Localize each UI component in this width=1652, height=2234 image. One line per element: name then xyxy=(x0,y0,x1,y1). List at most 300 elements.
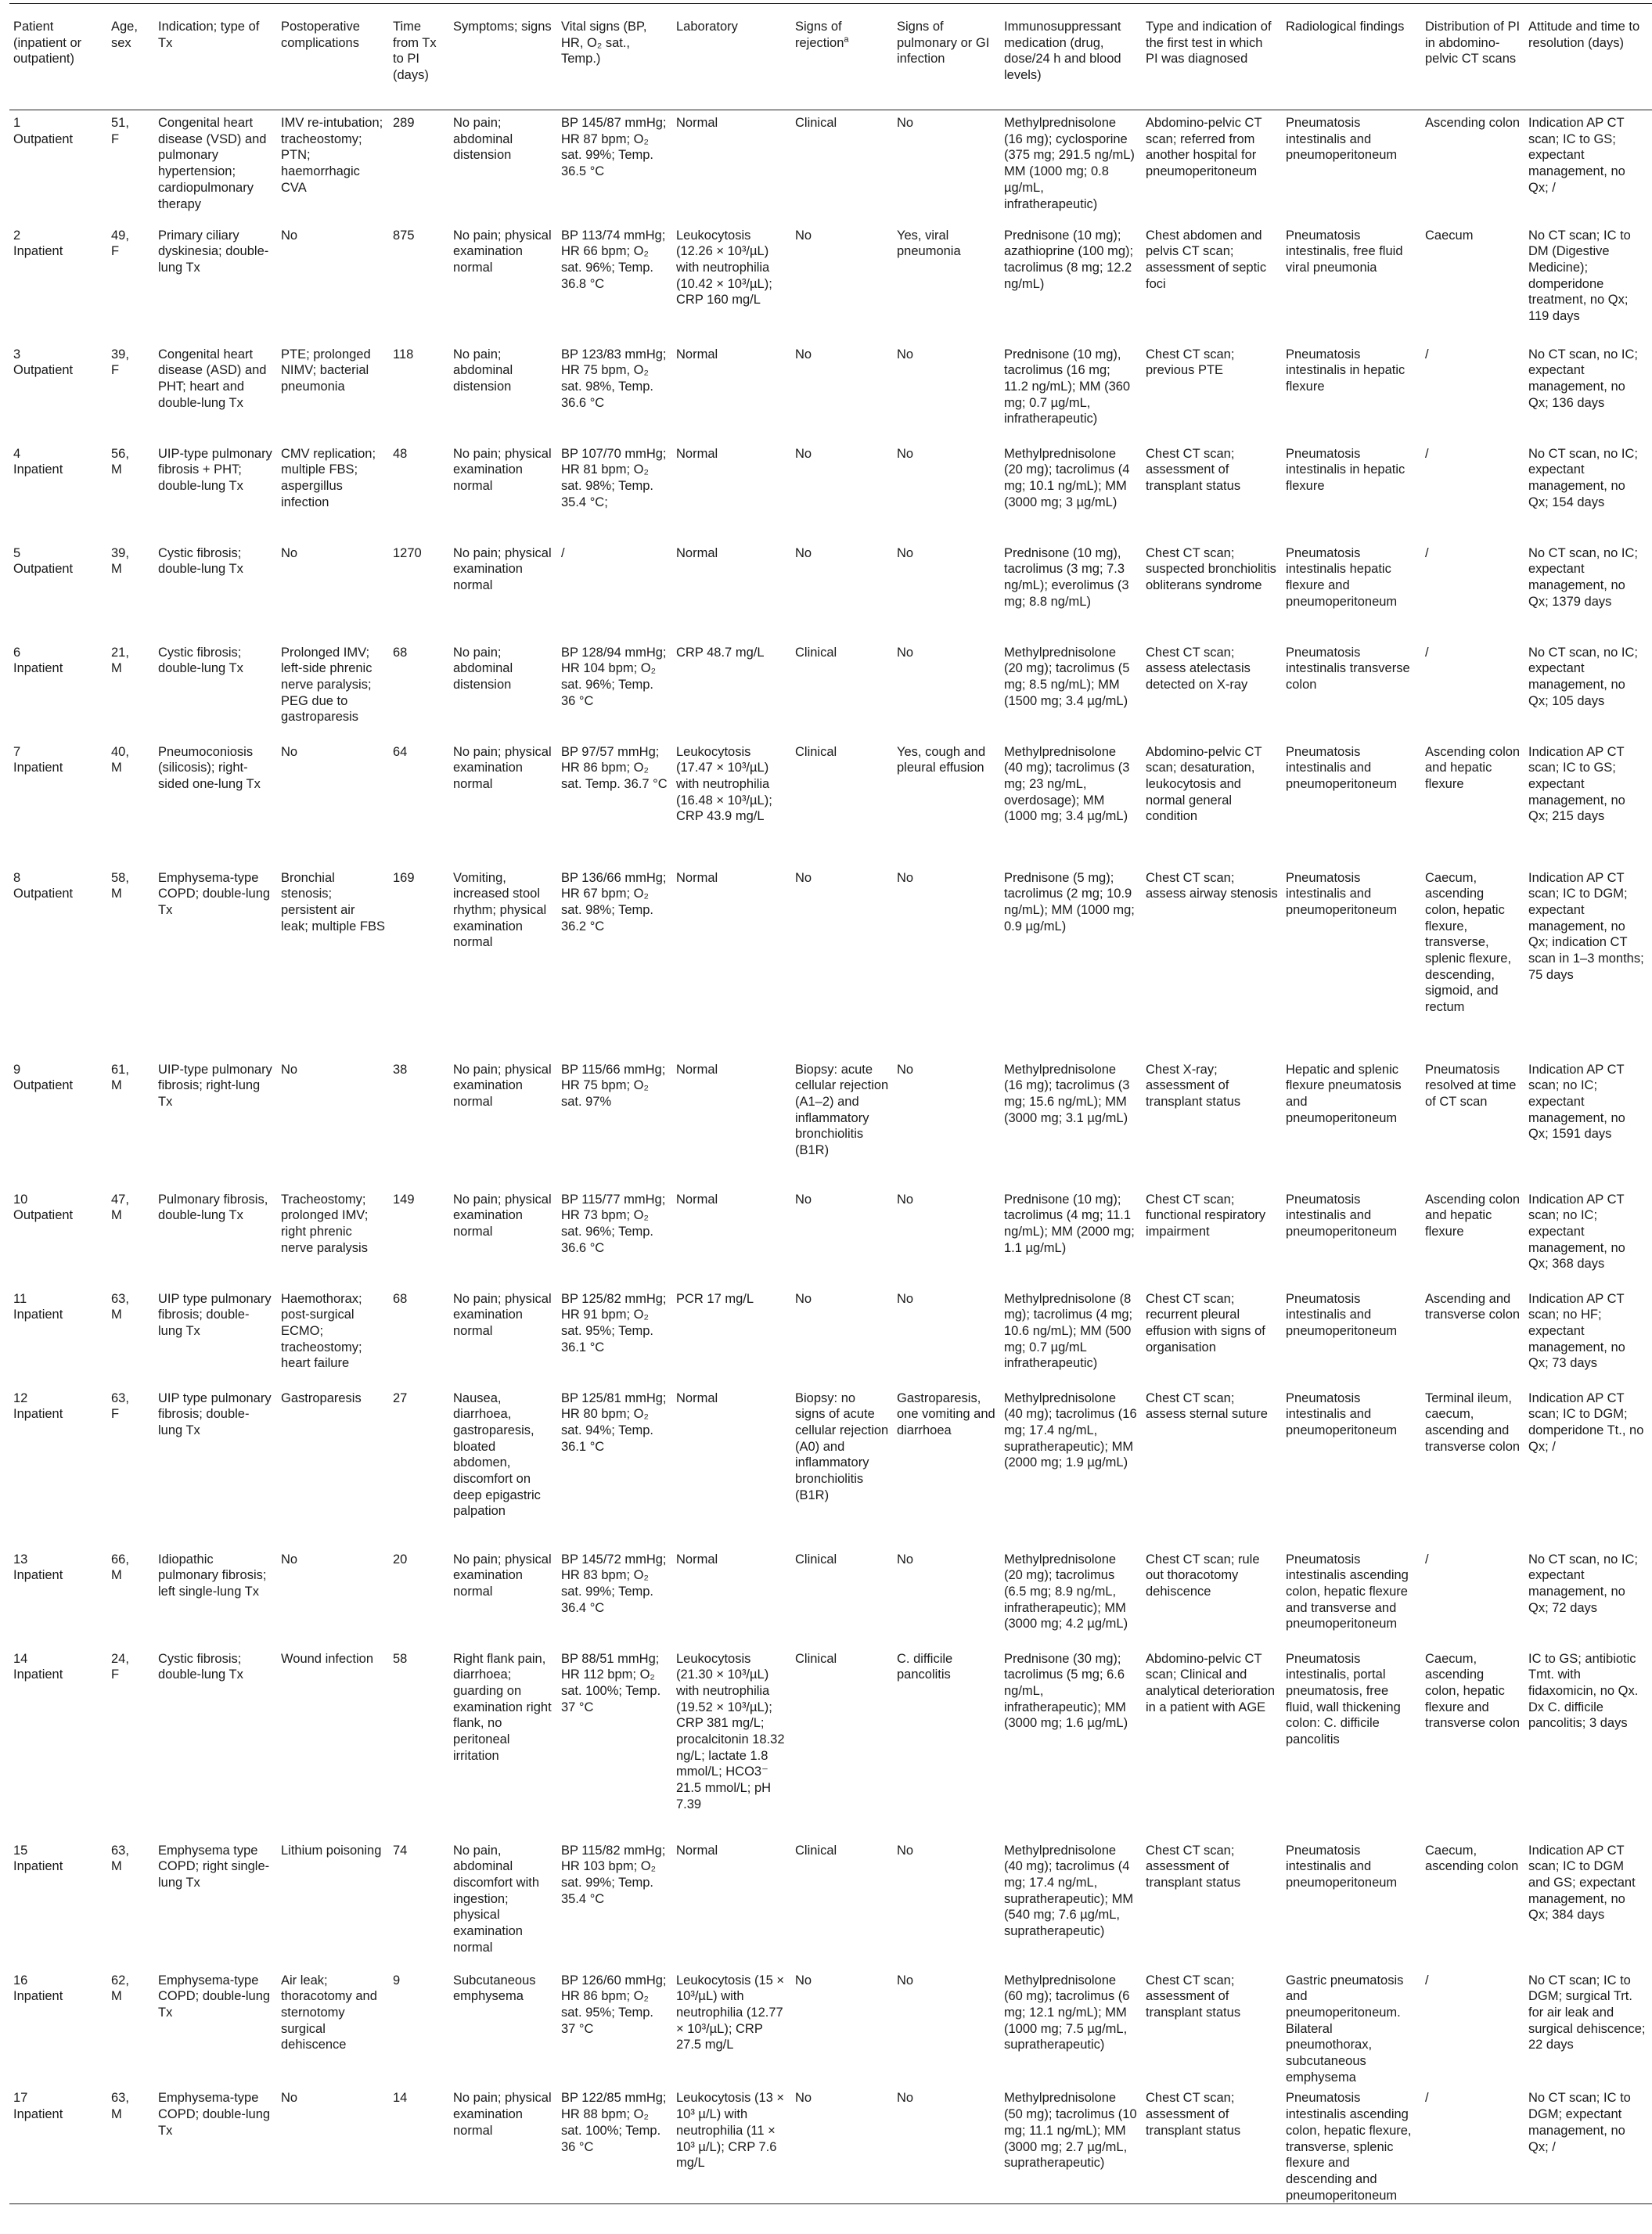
cell-first-test xyxy=(1142,441,1282,541)
cell-text: BP 123/83 mmHg; HR 75 bpm, O₂ sat. 98%, Temp. 36.6 °C xyxy=(561,347,667,410)
cell-rejection xyxy=(791,1547,893,1646)
cell-complications xyxy=(277,110,389,223)
cell-text: Clinical xyxy=(795,1552,837,1567)
cell-text: Gastroparesis, one vomiting and diarrhoea xyxy=(897,1390,995,1437)
cell-text: No xyxy=(281,1552,298,1567)
cell-text: Chest X-ray; assessment of transplant status xyxy=(1146,1062,1241,1109)
cell-indication xyxy=(154,739,277,865)
cell-text: No pain; physical examination normal xyxy=(453,1192,552,1239)
cell-distribution xyxy=(1421,1968,1524,2086)
cell-vitals xyxy=(557,541,672,640)
cell-text: Nausea, diarrhoea, gastroparesis, bloated abdomen, discomfort on deep epigastric palpation xyxy=(453,1390,541,1519)
cell-text: No xyxy=(897,545,914,560)
cell-text: No xyxy=(897,645,914,660)
cell-rejection xyxy=(791,739,893,865)
cell-patient xyxy=(9,1286,107,1386)
cell-first-test xyxy=(1142,1968,1282,2086)
cell-text: Pneumatosis intestinalis in hepatic flexure xyxy=(1286,446,1405,493)
cell-vitals xyxy=(557,1057,672,1187)
cell-text: Pulmonary fibrosis, double-lung Tx xyxy=(158,1192,268,1223)
cell-complications xyxy=(277,1286,389,1386)
cell-text: 68 xyxy=(393,645,408,660)
cell-complications xyxy=(277,223,389,342)
cell-complications xyxy=(277,1187,389,1286)
cell-text: BP 125/81 mmHg; HR 80 bpm; O₂ sat. 94%; Temp. 36.1 °C xyxy=(561,1390,667,1454)
cell-age-sex xyxy=(107,1286,154,1386)
cell-text: 63, F xyxy=(111,1390,129,1422)
cell-text: Clinical xyxy=(795,1843,837,1858)
cell-vitals xyxy=(557,441,672,541)
cell-text: Methylprednisolone (20 mg); tacrolimus (4 mg; 10.1 ng/mL); MM (3000 mg; 3 µg/mL) xyxy=(1004,446,1130,509)
cell-patient xyxy=(9,865,107,1057)
cell-text: Air leak; thoracotomy and sternotomy surgical dehiscence xyxy=(281,1973,377,2052)
col-header-symptoms: Symptoms; signs xyxy=(449,4,557,110)
cell-indication xyxy=(154,2085,277,2203)
cell-patient xyxy=(9,739,107,865)
cell-medication xyxy=(1000,223,1142,342)
cell-infection xyxy=(893,223,1000,342)
cell-rejection xyxy=(791,110,893,223)
cell-medication xyxy=(1000,1187,1142,1286)
cell-text: No pain; abdominal distension xyxy=(453,116,513,163)
cell-distribution xyxy=(1421,739,1524,865)
cell-text: 40, M xyxy=(111,744,129,775)
cell-symptoms xyxy=(449,2085,557,2203)
cell-distribution xyxy=(1421,2085,1524,2203)
cell-text: Prolonged IMV; left-side phrenic nerve paralysis; PEG due to gastroparesis xyxy=(281,645,373,725)
cell-rejection xyxy=(791,1386,893,1547)
cell-text: 61, M xyxy=(111,1062,129,1093)
cell-text: 68 xyxy=(393,1291,408,1306)
cell-symptoms xyxy=(449,739,557,865)
cell-text: BP 145/87 mmHg; HR 87 bpm; O₂ sat. 99%; Temp. 36.5 °C xyxy=(561,116,667,179)
cell-text: Caecum, ascending colon, hepatic flexure, transverse, splenic flexure, descending, sigmoid, and rectum xyxy=(1425,870,1512,1015)
cell-distribution xyxy=(1421,1838,1524,1968)
cell-age-sex xyxy=(107,1386,154,1547)
table-row xyxy=(9,1968,1652,2086)
cell-time xyxy=(389,1057,449,1187)
cell-medication xyxy=(1000,1547,1142,1646)
cell-vitals xyxy=(557,342,672,441)
cell-text: Chest CT scan; assessment of transplant status xyxy=(1146,2091,1241,2138)
cell-laboratory xyxy=(672,110,791,223)
cell-rejection xyxy=(791,1646,893,1838)
cell-text: No xyxy=(281,744,298,759)
cell-indication xyxy=(154,1646,277,1838)
cell-text: No xyxy=(897,1062,914,1077)
cell-radiology xyxy=(1282,110,1421,223)
cell-text: / xyxy=(1425,1552,1429,1567)
col-header-vitals: Vital signs (BP, HR, O₂ sat., Temp.) xyxy=(557,4,672,110)
cell-indication xyxy=(154,1386,277,1547)
cell-text: No CT scan, no IC; expectant management, no Qx; 105 days xyxy=(1528,645,1639,708)
cell-text: Indication AP CT scan; no IC; expectant management, no Qx; 368 days xyxy=(1528,1192,1625,1272)
cell-text: BP 122/85 mmHg; HR 88 bpm; O₂ sat. 100%; Temp. 36 °C xyxy=(561,2091,667,2154)
cell-text: No pain; physical examination normal xyxy=(453,228,552,275)
cell-indication xyxy=(154,1547,277,1646)
cell-medication xyxy=(1000,739,1142,865)
cell-distribution xyxy=(1421,441,1524,541)
cell-infection xyxy=(893,342,1000,441)
cell-text: 12 Inpatient xyxy=(13,1390,63,1422)
cell-medication xyxy=(1000,441,1142,541)
cell-age-sex xyxy=(107,110,154,223)
cell-text: No xyxy=(897,2091,914,2106)
cell-text: BP 126/60 mmHg; HR 86 bpm; O₂ sat. 95%; Temp. 37 °C xyxy=(561,1973,667,2036)
cell-text: No xyxy=(795,1291,812,1306)
cell-text: Methylprednisolone (16 mg); cyclosporine (375 mg; 291.5 ng/mL) MM (1000 mg; 0.8 µg/mL, infratherapeutic) xyxy=(1004,116,1135,211)
cell-distribution xyxy=(1421,1386,1524,1547)
cell-text: No pain; physical examination normal xyxy=(453,1062,552,1109)
cell-text: 20 xyxy=(393,1552,408,1567)
cell-text: No pain; abdominal distension xyxy=(453,645,513,692)
cell-laboratory xyxy=(672,1187,791,1286)
cell-laboratory xyxy=(672,1838,791,1968)
cell-text: Yes, cough and pleural effusion xyxy=(897,744,986,775)
cell-attitude xyxy=(1524,1057,1652,1187)
cell-text: Tracheostomy; prolonged IMV; right phrenic nerve paralysis xyxy=(281,1192,369,1255)
cell-infection xyxy=(893,1386,1000,1547)
cell-complications xyxy=(277,342,389,441)
cell-text: BP 125/82 mmHg; HR 91 bpm; O₂ sat. 95%; Temp. 36.1 °C xyxy=(561,1291,667,1354)
cell-text: Normal xyxy=(676,1062,718,1077)
cell-age-sex xyxy=(107,1187,154,1286)
cell-time xyxy=(389,1386,449,1547)
cell-text: 14 Inpatient xyxy=(13,1651,63,1682)
cell-laboratory xyxy=(672,640,791,739)
cell-complications xyxy=(277,541,389,640)
cell-text: Pneumatosis intestinalis and pneumoperitoneum xyxy=(1286,1843,1398,1890)
cell-medication xyxy=(1000,110,1142,223)
cell-laboratory xyxy=(672,223,791,342)
cell-text: Abdomino-pelvic CT scan; Clinical and analytical deterioration in a patient with AGE xyxy=(1146,1651,1276,1714)
cell-text: No CT scan; IC to DGM; expectant management, no Qx; / xyxy=(1528,2091,1631,2154)
cell-text: Haemothorax; post-surgical ECMO; tracheostomy; heart failure xyxy=(281,1291,362,1371)
cell-indication xyxy=(154,1286,277,1386)
cell-text: Methylprednisolone (40 mg); tacrolimus (4 mg; 17.4 ng/mL, supratherapeutic); MM (540 mg; 7.6 µg/mL, supratherapeutic) xyxy=(1004,1843,1134,1939)
cell-patient xyxy=(9,1187,107,1286)
cell-time xyxy=(389,865,449,1057)
table-row xyxy=(9,1547,1652,1646)
cell-laboratory xyxy=(672,1646,791,1838)
cell-patient xyxy=(9,1057,107,1187)
cell-text: Clinical xyxy=(795,116,837,130)
cell-rejection xyxy=(791,1286,893,1386)
cell-first-test xyxy=(1142,223,1282,342)
cell-vitals xyxy=(557,1838,672,1968)
cell-radiology xyxy=(1282,1057,1421,1187)
cell-patient xyxy=(9,640,107,739)
cell-radiology xyxy=(1282,1968,1421,2086)
cell-rejection xyxy=(791,640,893,739)
cell-radiology xyxy=(1282,2085,1421,2203)
cell-laboratory xyxy=(672,1286,791,1386)
cell-indication xyxy=(154,541,277,640)
cell-text: No pain, abdominal discomfort with ingestion; physical examination normal xyxy=(453,1843,540,1955)
cell-vitals xyxy=(557,2085,672,2203)
cell-time xyxy=(389,739,449,865)
cell-text: 11 Inpatient xyxy=(13,1291,63,1322)
cell-text: Pneumatosis intestinalis ascending colon, hepatic flexure, transverse, splenic flexure and descending and pneumoperitoneum xyxy=(1286,2091,1412,2203)
cell-medication xyxy=(1000,2085,1142,2203)
cell-text: 14 xyxy=(393,2091,408,2106)
cell-age-sex xyxy=(107,541,154,640)
cell-symptoms xyxy=(449,1547,557,1646)
cell-text: 63, M xyxy=(111,2091,129,2122)
cell-text: Methylprednisolone (40 mg); tacrolimus (16 mg; 17.4 ng/mL, supratherapeutic); MM (2000 mg; 1.9 µg/mL) xyxy=(1004,1390,1137,1470)
cell-text: 6 Inpatient xyxy=(13,645,63,676)
cell-medication xyxy=(1000,1838,1142,1968)
cell-text: Methylprednisolone (50 mg); tacrolimus (10 mg; 11.1 ng/mL); MM (3000 mg; 2.7 µg/mL, supratherapeutic) xyxy=(1004,2091,1137,2171)
cell-medication xyxy=(1000,865,1142,1057)
cell-complications xyxy=(277,1386,389,1547)
cell-first-test xyxy=(1142,1838,1282,1968)
cell-time xyxy=(389,541,449,640)
cell-text: Chest CT scan; assess atelectasis detected on X-ray xyxy=(1146,645,1251,692)
cell-text: 49, F xyxy=(111,228,129,259)
cell-text: Leukocytosis (15 × 10³/µL) with neutrophilia (12.77 × 10³/µL); CRP 27.5 mg/L xyxy=(676,1973,785,2052)
table-row xyxy=(9,1646,1652,1838)
cell-patient xyxy=(9,1968,107,2086)
cell-infection xyxy=(893,2085,1000,2203)
cell-symptoms xyxy=(449,1286,557,1386)
cell-text: Chest CT scan; rule out thoracotomy dehiscence xyxy=(1146,1552,1260,1599)
cell-text: No CT scan; IC to DM (Digestive Medicine); domperidone treatment, no Qx; 119 days xyxy=(1528,228,1631,324)
cell-infection xyxy=(893,110,1000,223)
cell-text: 56, M xyxy=(111,446,129,477)
cell-text: No pain; physical examination normal xyxy=(453,1291,552,1338)
cell-radiology xyxy=(1282,1386,1421,1547)
cell-text: Ascending colon and hepatic flexure xyxy=(1425,1192,1521,1239)
cell-text: Prednisone (30 mg); tacrolimus (5 mg; 6.6 ng/mL, infratherapeutic); MM (3000 mg; 1.6 µg/mL) xyxy=(1004,1651,1128,1731)
cell-text: 47, M xyxy=(111,1192,129,1223)
cell-text: BP 107/70 mmHg; HR 81 bpm; O₂ sat. 98%; Temp. 35.4 °C; xyxy=(561,446,667,509)
cell-text: Congenital heart disease (VSD) and pulmonary hypertension; cardiopulmonary therapy xyxy=(158,116,267,211)
cell-text: Pneumatosis intestinalis and pneumoperitoneum xyxy=(1286,116,1398,163)
cell-text: No pain; abdominal distension xyxy=(453,347,513,394)
cell-radiology xyxy=(1282,640,1421,739)
cell-attitude xyxy=(1524,342,1652,441)
cell-rejection xyxy=(791,1968,893,2086)
cell-text: No xyxy=(897,1192,914,1207)
cell-laboratory xyxy=(672,2085,791,2203)
cell-text: 58, M xyxy=(111,870,129,901)
cell-text: Chest abdomen and pelvis CT scan; assessment of septic foci xyxy=(1146,228,1267,291)
cell-attitude xyxy=(1524,865,1652,1057)
cell-attitude xyxy=(1524,640,1652,739)
cell-time xyxy=(389,1547,449,1646)
cell-attitude xyxy=(1524,541,1652,640)
cell-text: No xyxy=(897,116,914,130)
cell-medication xyxy=(1000,1286,1142,1386)
cell-text: 4 Inpatient xyxy=(13,446,63,477)
cell-text: Idiopathic pulmonary fibrosis; left single-lung Tx xyxy=(158,1552,267,1599)
cell-radiology xyxy=(1282,1547,1421,1646)
cell-text: 7 Inpatient xyxy=(13,744,63,775)
cell-text: No CT scan, no IC; expectant management, no Qx; 1379 days xyxy=(1528,545,1639,609)
cell-attitude xyxy=(1524,739,1652,865)
cell-text: Chest CT scan; assess sternal suture xyxy=(1146,1390,1268,1422)
cell-first-test xyxy=(1142,640,1282,739)
cell-time xyxy=(389,441,449,541)
cell-rejection xyxy=(791,1187,893,1286)
cell-text: Indication AP CT scan; IC to DGM; domperidone Tt., no Qx; / xyxy=(1528,1390,1644,1454)
cell-first-test xyxy=(1142,1386,1282,1547)
cell-rejection xyxy=(791,441,893,541)
table-row xyxy=(9,110,1652,223)
cell-text: 1270 xyxy=(393,545,422,560)
cell-complications xyxy=(277,1968,389,2086)
col-header-complications: Postoperative complications xyxy=(277,4,389,110)
cell-text: UIP type pulmonary fibrosis; double-lung Tx xyxy=(158,1291,272,1338)
cell-text: Indication AP CT scan; no IC; expectant management, no Qx; 1591 days xyxy=(1528,1062,1625,1142)
cell-age-sex xyxy=(107,1057,154,1187)
cell-text: IC to GS; antibiotic Tmt. with fidaxomicin, no Qx. Dx C. difficile pancolitis; 3 days xyxy=(1528,1651,1639,1731)
cell-symptoms xyxy=(449,640,557,739)
cell-text: C. difficile pancolitis xyxy=(897,1651,953,1682)
cell-time xyxy=(389,1646,449,1838)
cell-text: Pneumatosis intestinalis and pneumoperitoneum xyxy=(1286,1192,1398,1239)
cell-text: Prednisone (10 mg), tacrolimus (16 mg; 11.2 ng/mL); MM (360 mg; 0.7 µg/mL, infratherapeutic) xyxy=(1004,347,1131,426)
cell-text: Chest CT scan; suspected bronchiolitis obliterans syndrome xyxy=(1146,545,1276,592)
cell-radiology xyxy=(1282,1187,1421,1286)
cell-time xyxy=(389,2085,449,2203)
cell-infection xyxy=(893,1646,1000,1838)
col-header-indication: Indication; type of Tx xyxy=(154,4,277,110)
cell-laboratory xyxy=(672,865,791,1057)
footnote-marker: a xyxy=(844,34,849,45)
cell-text: Methylprednisolone (20 mg); tacrolimus (6.5 mg; 8.9 ng/mL, infratherapeutic); MM (3000 mg; 4.2 µg/mL) xyxy=(1004,1552,1128,1631)
cell-text: No xyxy=(795,870,812,885)
cell-distribution xyxy=(1421,223,1524,342)
cell-laboratory xyxy=(672,441,791,541)
cell-text: 24, F xyxy=(111,1651,129,1682)
cell-text: Pneumatosis intestinalis, free fluid viral pneumonia xyxy=(1286,228,1403,275)
patients-table xyxy=(9,3,1652,2204)
cell-text: Ascending and transverse colon xyxy=(1425,1291,1521,1322)
cell-symptoms xyxy=(449,1838,557,1968)
cell-vitals xyxy=(557,1386,672,1547)
cell-first-test xyxy=(1142,1646,1282,1838)
cell-text: 15 Inpatient xyxy=(13,1843,63,1874)
cell-distribution xyxy=(1421,640,1524,739)
cell-text: 8 Outpatient xyxy=(13,870,74,901)
cell-infection xyxy=(893,640,1000,739)
cell-text: / xyxy=(1425,446,1429,461)
table-row xyxy=(9,739,1652,865)
cell-rejection xyxy=(791,342,893,441)
cell-laboratory xyxy=(672,739,791,865)
col-header-patient: Patient (inpatient or outpatient) xyxy=(9,4,107,110)
cell-age-sex xyxy=(107,640,154,739)
cell-attitude xyxy=(1524,1968,1652,2086)
cell-radiology xyxy=(1282,342,1421,441)
cell-text: / xyxy=(561,545,565,560)
cell-patient xyxy=(9,1386,107,1547)
cell-text: Chest CT scan; assessment of transplant status xyxy=(1146,1973,1241,2020)
cell-text: No pain; physical examination normal xyxy=(453,545,552,592)
cell-text: Pneumatosis intestinalis and pneumoperitoneum xyxy=(1286,1291,1398,1338)
cell-infection xyxy=(893,441,1000,541)
cell-rejection xyxy=(791,1838,893,1968)
cell-first-test xyxy=(1142,739,1282,865)
cell-text: 118 xyxy=(393,347,414,362)
cell-text: / xyxy=(1425,645,1429,660)
cell-text: Prednisone (5 mg); tacrolimus (2 mg; 10.9 ng/mL); MM (1000 mg; 0.9 µg/mL) xyxy=(1004,870,1135,934)
cell-patient xyxy=(9,110,107,223)
cell-vitals xyxy=(557,1968,672,2086)
cell-text: / xyxy=(1425,347,1429,362)
cell-text: Indication AP CT scan; IC to DGM; expectant management, no Qx; indication CT scan in 1–3 months; 75 days xyxy=(1528,870,1644,982)
cell-text: Pneumatosis intestinalis ascending colon, hepatic flexure and transverse and pneumoperitoneum xyxy=(1286,1552,1409,1631)
cell-text: Ascending colon and hepatic flexure xyxy=(1425,744,1521,791)
col-header-attitude: Attitude and time to resolution (days) xyxy=(1524,4,1652,110)
cell-text: 51, F xyxy=(111,116,129,146)
cell-text: Yes, viral pneumonia xyxy=(897,228,961,259)
cell-text: No xyxy=(795,545,812,560)
cell-complications xyxy=(277,1057,389,1187)
cell-vitals xyxy=(557,1547,672,1646)
cell-text: 9 xyxy=(393,1973,401,1988)
cell-complications xyxy=(277,739,389,865)
cell-text: Prednisone (10 mg), tacrolimus (3 mg; 7.3 ng/mL); everolimus (3 mg; 8.8 ng/mL) xyxy=(1004,545,1129,609)
cell-infection xyxy=(893,1187,1000,1286)
cell-symptoms xyxy=(449,1646,557,1838)
cell-time xyxy=(389,342,449,441)
cell-age-sex xyxy=(107,1547,154,1646)
cell-text: Gastroparesis xyxy=(281,1390,362,1405)
cell-text: / xyxy=(1425,2091,1429,2106)
cell-text: Chest CT scan; assess airway stenosis xyxy=(1146,870,1278,901)
cell-age-sex xyxy=(107,1838,154,1968)
col-header-rejection: Signs of rejection$^a$ xyxy=(791,4,893,110)
cell-age-sex xyxy=(107,2085,154,2203)
cell-laboratory xyxy=(672,1547,791,1646)
cell-time xyxy=(389,1968,449,2086)
table-row xyxy=(9,1187,1652,1286)
cell-text: No CT scan, no IC; expectant management, no Qx; 72 days xyxy=(1528,1552,1639,1615)
col-header-first-test: Type and indication of the first test in which PI was diagnosed xyxy=(1142,4,1282,110)
cell-text: BP 88/51 mmHg; HR 112 bpm; O₂ sat. 100%; Temp. 37 °C xyxy=(561,1651,661,1714)
cell-text: BP 97/57 mmHg; HR 86 bpm; O₂ sat. Temp. 36.7 °C xyxy=(561,744,668,791)
cell-radiology xyxy=(1282,223,1421,342)
cell-text: Wound infection xyxy=(281,1651,374,1666)
cell-vitals xyxy=(557,865,672,1057)
cell-text: Pneumatosis resolved at time of CT scan xyxy=(1425,1062,1517,1109)
cell-complications xyxy=(277,1838,389,1968)
cell-time xyxy=(389,1187,449,1286)
cell-text: Cystic fibrosis; double-lung Tx xyxy=(158,645,243,676)
cell-age-sex xyxy=(107,441,154,541)
cell-distribution xyxy=(1421,1057,1524,1187)
cell-text: BP 136/66 mmHg; HR 67 bpm; O₂ sat. 98%; Temp. 36.2 °C xyxy=(561,870,667,934)
cell-first-test xyxy=(1142,541,1282,640)
cell-symptoms xyxy=(449,1057,557,1187)
cell-text: Vomiting, increased stool rhythm; physical examination normal xyxy=(453,870,547,950)
cell-text: Pneumatosis intestinalis, portal pneumatosis, free fluid, wall thickening colon: C. difficile pancolitis xyxy=(1286,1651,1401,1747)
cell-attitude xyxy=(1524,441,1652,541)
cell-text: No pain; physical examination normal xyxy=(453,446,552,493)
cell-attitude xyxy=(1524,1187,1652,1286)
cell-vitals xyxy=(557,1286,672,1386)
cell-age-sex xyxy=(107,223,154,342)
cell-text: 74 xyxy=(393,1843,408,1858)
cell-first-test xyxy=(1142,110,1282,223)
cell-radiology xyxy=(1282,1838,1421,1968)
cell-complications xyxy=(277,865,389,1057)
cell-text: Normal xyxy=(676,1192,718,1207)
cell-complications xyxy=(277,2085,389,2203)
